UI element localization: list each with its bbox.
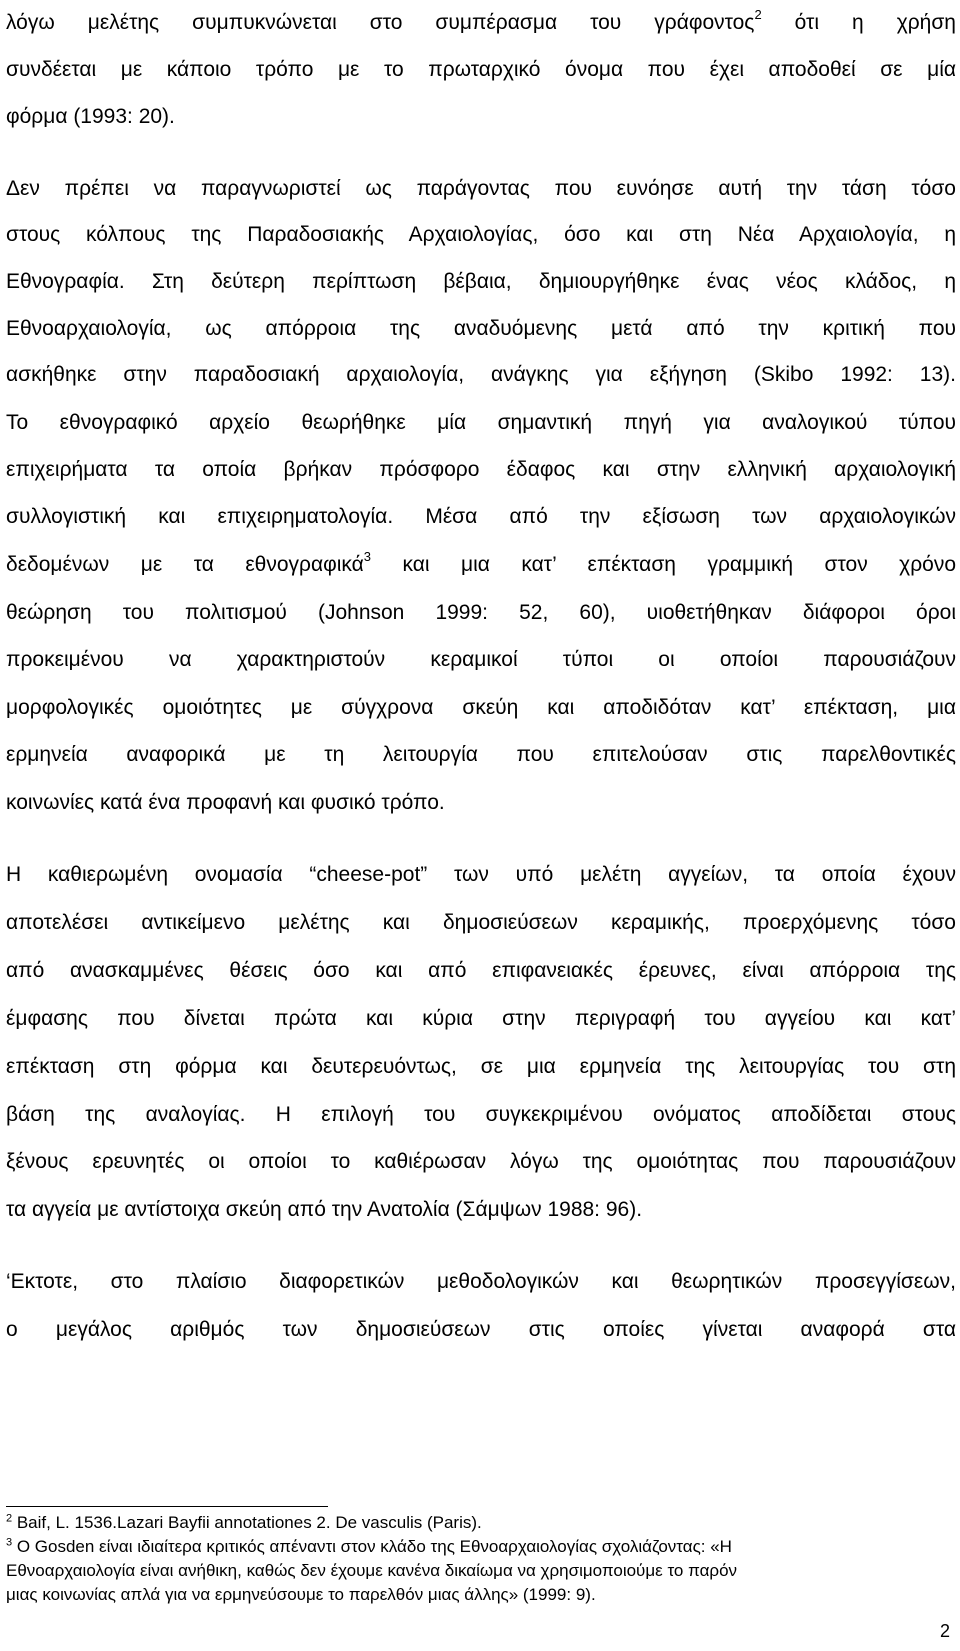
text-line bbox=[6, 790, 956, 816]
text-segment: ότι η χρήση bbox=[761, 11, 956, 34]
text-segment: δεδομένων με τα εθνογραφικά bbox=[6, 553, 364, 576]
text-line bbox=[6, 457, 956, 483]
text-segment: Εθνοαρχαιολογία, ως απόρροια της αναδυόμενης μετά από την κριτική που bbox=[6, 317, 956, 340]
text-line bbox=[6, 600, 956, 626]
text-line bbox=[6, 57, 956, 83]
text-segment: και μια κατ’ επέκταση γραμμική στον χρόνο bbox=[371, 553, 956, 576]
text-line bbox=[6, 1054, 956, 1080]
text-segment: αποτελέσει αντικείμενο μελέτης και δημοσιεύσεων κεραμικής, προερχόμενης τόσο bbox=[6, 911, 956, 934]
text-line bbox=[6, 1149, 956, 1175]
footnote-separator bbox=[6, 1506, 328, 1507]
text-line bbox=[6, 176, 956, 202]
text-segment: ερμηνεία αναφορικά με τη λειτουργία που επιτελούσαν στις παρελθοντικές bbox=[6, 743, 956, 766]
text-segment: επιχειρήματα τα οποία βρήκαν πρόσφορο έδαφος και στην ελληνική αρχαιολογική bbox=[6, 458, 956, 481]
text-segment: Το εθνογραφικό αρχείο θεωρήθηκε μία σημαντική πηγή για αναλογικού τύπου bbox=[6, 411, 956, 434]
footnote-line bbox=[6, 1512, 956, 1533]
text-segment: θεώρηση του πολιτισμού (Johnson 1999: 52, 60), υιοθετήθηκαν διάφοροι όροι bbox=[6, 601, 956, 624]
text-line bbox=[6, 316, 956, 342]
text-segment: τα αγγεία με αντίστοιχα σκεύη από την Ανατολία (Σάμψων 1988: 96). bbox=[6, 1198, 643, 1221]
text-line bbox=[6, 410, 956, 436]
text-segment: ασκήθηκε στην παραδοσιακή αρχαιολογία, ανάγκης για εξήγηση (Skibo 1992: 13). bbox=[6, 363, 956, 386]
text-segment: ξένους ερευνητές οι οποίοι το καθιέρωσαν λόγω της ομοιότητας που παρουσιάζουν bbox=[6, 1150, 956, 1173]
text-segment: συνδέεται με κάποιο τρόπο με το πρωταρχικό όνομα που έχει αποδοθεί σε μία bbox=[6, 58, 956, 81]
footnote-text: Ο Gosden είναι ιδιαίτερα κριτικός απέναντι στον κλάδο της Εθνοαρχαιολογίας σχολιάζοντας: «Η bbox=[12, 1537, 732, 1556]
text-line bbox=[6, 910, 956, 936]
text-segment: προκειμένου να χαρακτηριστούν κεραμικοί τύποι οι οποίοι παρουσιάζουν bbox=[6, 648, 956, 671]
text-segment: λόγω μελέτης συμπυκνώνεται στο συμπέρασμα του γράφοντος bbox=[6, 11, 755, 34]
footnote-line bbox=[6, 1560, 956, 1581]
text-line bbox=[6, 362, 956, 388]
footnote-line bbox=[6, 1584, 956, 1605]
text-line bbox=[6, 958, 956, 984]
text-segment: Εθνογραφία. Στη δεύτερη περίπτωση βέβαια, δημιουργήθηκε ένας νέος κλάδος, η bbox=[6, 270, 956, 293]
footnote-number: 3 bbox=[6, 1536, 13, 1549]
page-number: 2 bbox=[939, 1621, 950, 1641]
text-segment: Η καθιερωμένη ονομασία “cheese-pot” των υπό μελέτη αγγείων, τα οποία έχουν bbox=[6, 863, 956, 886]
text-line bbox=[6, 1006, 956, 1032]
text-segment: στους κόλπους της Παραδοσιακής Αρχαιολογίας, όσο και στη Νέα Αρχαιολογία, η bbox=[6, 223, 956, 246]
text-segment: ο μεγάλος αριθμός των δημοσιεύσεων στις οποίες γίνεται αναφορά στα bbox=[6, 1318, 956, 1341]
text-segment: συλλογιστική και επιχειρηματολογία. Μέσα από την εξίσωση των αρχαιολογικών bbox=[6, 505, 956, 528]
text-line bbox=[6, 695, 956, 721]
text-segment: από ανασκαμμένες θέσεις όσο και από επιφανειακές έρευνες, είναι απόρροια της bbox=[6, 959, 956, 982]
text-line bbox=[6, 1102, 956, 1128]
text-line bbox=[6, 104, 956, 130]
text-segment: Δεν πρέπει να παραγνωριστεί ως παράγοντας που ευνόησε αυτή την τάση τόσο bbox=[6, 177, 956, 200]
text-line bbox=[6, 1317, 956, 1343]
footnote-text: Baif, L. 1536.Lazari Bayfii annotationes 2. De vasculis (Paris). bbox=[12, 1513, 482, 1532]
footnote-text: μιας κοινωνίας απλά για να ερμηνεύσουμε το παρελθόν μιας άλλης» (1999: 9). bbox=[6, 1585, 596, 1604]
text-line bbox=[6, 1197, 956, 1223]
text-line bbox=[6, 222, 956, 248]
footnote-number: 2 bbox=[6, 1512, 13, 1525]
text-segment: επέκταση στη φόρμα και δευτερευόντως, σε μια ερμηνεία της λειτουργίας του στη bbox=[6, 1055, 956, 1078]
text-segment: μορφολογικές ομοιότητες με σύγχρονα σκεύη και αποδιδόταν κατ’ επέκταση, μια bbox=[6, 696, 956, 719]
footnote-reference: 3 bbox=[363, 552, 372, 564]
text-segment: βάση της αναλογίας. Η επιλογή του συγκεκριμένου ονόματος αποδίδεται στους bbox=[6, 1103, 956, 1126]
text-segment: έμφασης που δίνεται πρώτα και κύρια στην περιγραφή του αγγείου και κατ’ bbox=[6, 1007, 956, 1030]
footnote-line bbox=[6, 1536, 956, 1557]
text-segment: φόρμα (1993: 20). bbox=[6, 105, 175, 128]
text-line bbox=[6, 862, 956, 888]
text-line bbox=[6, 269, 956, 295]
text-line bbox=[6, 1269, 956, 1295]
text-line bbox=[6, 10, 956, 36]
text-segment: ‘Εκτοτε, στο πλαίσιο διαφορετικών μεθοδολογικών και θεωρητικών προσεγγίσεων, bbox=[6, 1270, 956, 1293]
text-line bbox=[6, 504, 956, 530]
text-line bbox=[6, 742, 956, 768]
text-line bbox=[6, 647, 956, 673]
text-line bbox=[6, 552, 956, 578]
footnote-reference: 2 bbox=[754, 10, 762, 22]
text-segment: κοινωνίες κατά ένα προφανή και φυσικό τρόπο. bbox=[6, 791, 445, 814]
footnote-text: Εθνοαρχαιολογία είναι ανήθικη, καθώς δεν έχουμε κανένα δικαίωμα να χρησιμοποιούμε το παρόν bbox=[6, 1561, 738, 1580]
